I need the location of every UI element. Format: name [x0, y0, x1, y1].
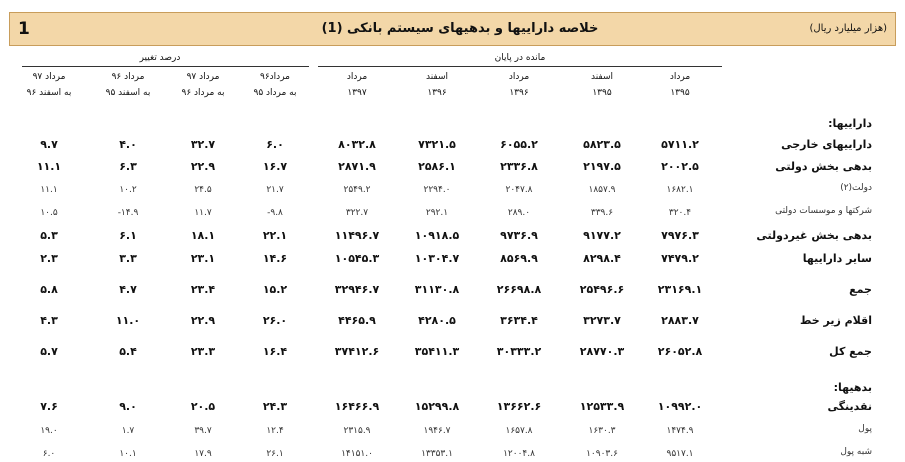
table-cell: ۱۶.۷ — [262, 160, 288, 173]
table-cell: ۷۳۲۱.۵ — [418, 138, 456, 151]
table-cell: ۸۵۶۹.۹ — [500, 252, 538, 265]
row-label: داراییهای خارجی — [781, 138, 872, 151]
table-cell: ۱۱.۱ — [40, 185, 58, 195]
table-cell: ۱۴.۶ — [262, 252, 288, 265]
table-cell: ۷۴۷۹.۲ — [661, 252, 699, 265]
table-cell: ۳۵۴۱۱.۳ — [414, 345, 460, 358]
table-cell: ۲۳.۳ — [190, 345, 216, 358]
table-cell: ۱۹۴۶.۷ — [423, 426, 451, 436]
table-cell: ۲۸۹.۰ — [507, 208, 531, 218]
table-cell: ۱۱۴۹۶.۷ — [334, 229, 380, 242]
table-cell: ۳۷۴۱۲.۶ — [334, 345, 380, 358]
column-header — [566, 69, 638, 101]
table-cell: ۱۶.۴ — [262, 345, 288, 358]
column-header-line: ۱۳۹۷ — [347, 88, 367, 98]
table-cell: ۸۰۳۲.۸ — [338, 138, 376, 151]
table-cell: ۲۲.۹ — [190, 314, 216, 327]
column-header — [13, 69, 85, 101]
table-cell: ۳۰۳۳۳.۲ — [496, 345, 542, 358]
row-label: جمع کل — [829, 345, 872, 358]
column-header-line: ۱۳۹۵ — [592, 88, 612, 98]
group-underline-change — [22, 66, 309, 67]
table-cell: ۲۶۰۵۲.۸ — [657, 345, 703, 358]
table-cell: ۱۰۳۰۴.۷ — [414, 252, 460, 265]
table-cell: ۱۶۳۰.۳ — [588, 426, 616, 436]
group-underline-balance — [318, 66, 722, 67]
table-cell: ۲۳.۱ — [190, 252, 216, 265]
table-cell: ۱۵۲۹۹.۸ — [414, 400, 460, 413]
section-liabilities-label: بدهیها: — [833, 381, 872, 394]
column-header — [321, 69, 393, 101]
table-cell: ۴.۷ — [119, 283, 137, 296]
table-cell: ۲۰۴۷.۸ — [505, 185, 533, 195]
table-cell: ۲۳.۴ — [190, 283, 216, 296]
table-cell: ۹۵۱۷.۱ — [666, 449, 694, 459]
column-header-line: مرداد ۹۷ — [32, 72, 66, 82]
column-header — [92, 69, 164, 101]
table-cell: ۵.۴ — [119, 345, 137, 358]
table-cell: ۱۲.۴ — [266, 426, 284, 436]
table-cell: ۱۴۷۴.۹ — [666, 426, 694, 436]
column-header-line: به مرداد ۹۶ — [181, 88, 225, 98]
column-header — [401, 69, 473, 101]
table-cell: ۱۲۰۰۴.۸ — [503, 449, 535, 459]
column-header — [239, 69, 311, 101]
column-header-line: به اسفند ۹۵ — [105, 88, 151, 98]
table-cell: ۱۶۵۷.۸ — [505, 426, 533, 436]
column-header-line: به مرداد ۹۵ — [253, 88, 297, 98]
page-title: خلاصه داراییها و بدهیهای سیستم بانکی (1) — [321, 21, 599, 36]
table-cell: ۲۸۸۳.۷ — [661, 314, 699, 327]
table-cell: ۲۱.۷ — [266, 185, 284, 195]
table-cell: ۱۱.۷ — [194, 208, 212, 218]
table-cell: ۲۵۴۹.۲ — [343, 185, 371, 195]
table-cell: ۱۱.۱ — [36, 160, 62, 173]
table-cell: ۲۴.۳ — [262, 400, 288, 413]
table-cell: ۱۰۹۹۲.۰ — [657, 400, 703, 413]
table-cell: ۲۳۱۵.۹ — [343, 426, 371, 436]
column-header-line: مرداد — [346, 72, 368, 82]
table-cell: ۵۸۲۳.۵ — [583, 138, 621, 151]
page-number: 1 — [18, 19, 30, 39]
table-cell: ۷.۶ — [40, 400, 58, 413]
table-cell: ۶.۱ — [119, 229, 137, 242]
column-header-line: به اسفند ۹۶ — [26, 88, 72, 98]
row-label: نقدینگی — [827, 400, 872, 413]
table-cell: ۱۷.۹ — [194, 449, 212, 459]
table-cell: ۲۰۰۲.۵ — [661, 160, 699, 173]
row-label: پول — [858, 424, 872, 434]
table-cell: ۴۲۸۰.۵ — [418, 314, 456, 327]
table-cell: ۱۶۴۶۶.۹ — [334, 400, 380, 413]
table-cell: ۵۷۱۱.۲ — [661, 138, 699, 151]
table-cell: ۱۱.۰ — [115, 314, 141, 327]
table-cell: ۶.۳ — [119, 160, 137, 173]
group-header-change-percent: درصد تغییر — [139, 53, 181, 63]
table-cell: ۲۲.۱ — [262, 229, 288, 242]
table-cell: ۱۴۱۵۱.۰ — [341, 449, 373, 459]
column-header-line: ۱۳۹۵ — [670, 88, 690, 98]
column-header-line: اسفند — [590, 72, 614, 82]
table-cell: ۲۶.۰ — [262, 314, 288, 327]
table-cell: ۲۲۹۴.۰ — [423, 185, 451, 195]
table-cell: ۳۹.۷ — [194, 426, 212, 436]
table-cell: ۷۹۷۶.۳ — [661, 229, 699, 242]
table-cell: ۱۹.۰ — [40, 426, 58, 436]
table-cell: ۳۶۳۴.۴ — [500, 314, 538, 327]
table-cell: ۱.۷ — [121, 426, 135, 436]
table-cell: ۱۰۹۱۸.۵ — [414, 229, 460, 242]
table-cell: -۱۴.۹ — [117, 208, 139, 218]
table-cell: ۱۰.۱ — [119, 449, 137, 459]
table-cell: ۸۲۹۸.۴ — [583, 252, 621, 265]
row-label: شبه پول — [840, 447, 872, 457]
table-cell: ۹۱۷۷.۲ — [583, 229, 621, 242]
table-cell: ۱۰۹۰۳.۶ — [586, 449, 618, 459]
table-cell: ۵.۷ — [40, 345, 58, 358]
column-header-line: مرداد۹۶ — [260, 72, 290, 82]
table-cell: ۹۷۳۶.۹ — [500, 229, 538, 242]
row-label: اقلام زیر خط — [799, 314, 872, 327]
group-header-balance-end: مانده در پایان — [494, 53, 546, 63]
table-cell: ۲۶.۱ — [266, 449, 284, 459]
table-cell: ۱۸۵۷.۹ — [588, 185, 616, 195]
column-header-line: مرداد ۹۶ — [111, 72, 145, 82]
table-cell: ۲۴.۵ — [194, 185, 212, 195]
table-cell: ۲۳۱۶۹.۱ — [657, 283, 703, 296]
table-cell: ۱۳۶۶۲.۶ — [496, 400, 542, 413]
table-cell: ۳۲۹۴۶.۷ — [334, 283, 380, 296]
column-header-line: ۱۳۹۶ — [427, 88, 447, 98]
table-cell: ۳۲۲.۷ — [345, 208, 369, 218]
unit-note: (هزار میلیارد ریال) — [809, 23, 887, 34]
row-label: جمع — [849, 283, 872, 296]
table-cell: ۱۰۵۴۵.۳ — [334, 252, 380, 265]
table-cell: ۲.۳ — [40, 252, 58, 265]
table-cell: ۲۳۳۶.۸ — [500, 160, 538, 173]
table-cell: ۱۰.۵ — [40, 208, 58, 218]
row-label: سایر داراییها — [802, 252, 872, 265]
table-cell: ۱۰.۲ — [119, 185, 137, 195]
table-cell: -۹.۸ — [267, 208, 283, 218]
table-cell: ۲۸۷۷۰.۳ — [579, 345, 625, 358]
table-cell: ۲۸۷۱.۹ — [338, 160, 376, 173]
table-cell: ۶.۰ — [42, 449, 56, 459]
table-cell: ۳۳۹.۶ — [590, 208, 614, 218]
column-header-line: مرداد — [508, 72, 530, 82]
table-cell: ۲۶۶۹۸.۸ — [496, 283, 542, 296]
table-cell: ۳۲۷۳.۷ — [583, 314, 621, 327]
table-cell: ۲۹۲.۱ — [425, 208, 449, 218]
table-cell: ۱۳۳۵۳.۱ — [421, 449, 453, 459]
table-cell: ۵.۸ — [40, 283, 58, 296]
row-label: بدهی بخش دولتی — [775, 160, 872, 173]
row-label: شرکتها و موسسات دولتی — [775, 206, 872, 216]
table-cell: ۳۲۰.۴ — [668, 208, 692, 218]
table-cell: ۱۵.۲ — [262, 283, 288, 296]
table-header-bar — [9, 12, 896, 46]
column-header — [644, 69, 716, 101]
table-cell: ۲۱۹۷.۵ — [583, 160, 621, 173]
table-cell: ۱۲۵۳۳.۹ — [579, 400, 625, 413]
table-cell: ۶.۰ — [266, 138, 284, 151]
table-cell: ۶۰۵۵.۲ — [500, 138, 538, 151]
column-header — [167, 69, 239, 101]
table-cell: ۲۵۸۶.۱ — [418, 160, 456, 173]
table-cell: ۲۰.۵ — [190, 400, 216, 413]
table-cell: ۴.۳ — [40, 314, 58, 327]
column-header-line: مرداد ۹۷ — [186, 72, 220, 82]
column-header-line: ۱۳۹۶ — [509, 88, 529, 98]
section-assets-label: داراییها: — [828, 117, 872, 130]
table-cell: ۹.۰ — [119, 400, 137, 413]
column-header-line: مرداد — [669, 72, 691, 82]
table-cell: ۱۶۸۲.۱ — [666, 185, 694, 195]
table-cell: ۲۲.۹ — [190, 160, 216, 173]
table-cell: ۳.۳ — [119, 252, 137, 265]
table-cell: ۵.۳ — [40, 229, 58, 242]
table-cell: ۴.۰ — [119, 138, 137, 151]
table-cell: ۳۱۱۳۰.۸ — [414, 283, 460, 296]
table-cell: ۹.۷ — [40, 138, 58, 151]
column-header-line: اسفند — [425, 72, 449, 82]
column-header — [483, 69, 555, 101]
table-cell: ۲۵۴۹۶.۶ — [579, 283, 625, 296]
table-cell: ۴۴۶۵.۹ — [338, 314, 376, 327]
row-label: دولت(۲) — [840, 183, 872, 193]
table-cell: ۱۸.۱ — [190, 229, 216, 242]
row-label: بدهی بخش غیردولتی — [756, 229, 872, 242]
table-cell: ۳۲.۷ — [190, 138, 216, 151]
